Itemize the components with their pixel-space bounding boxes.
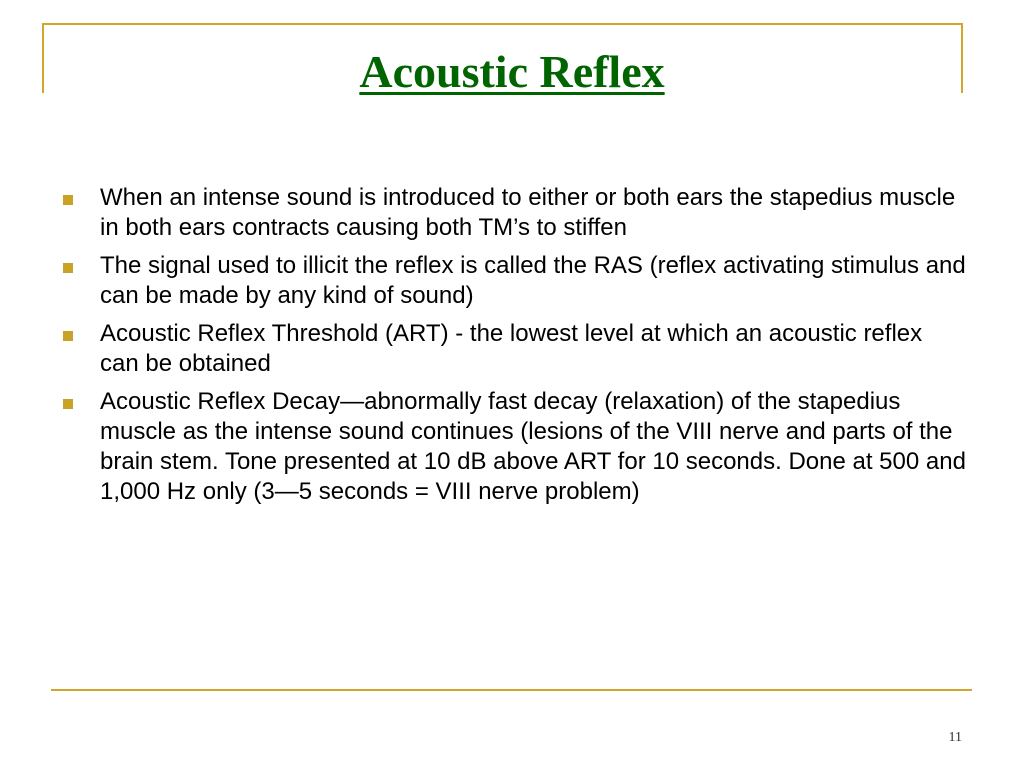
page-number: 11	[948, 730, 962, 745]
bullet-item	[62, 319, 967, 379]
bullet-text: When an intense sound is introduced to either or both ears the stapedius muscle in both ears contracts causing both TM’s to stiffen	[100, 184, 956, 241]
square-bullet-icon	[63, 399, 73, 409]
bullet-item	[62, 251, 967, 311]
bullet-list	[62, 183, 967, 515]
square-bullet-icon	[63, 195, 73, 205]
bullet-text: Acoustic Reflex Decay—abnormally fast decay (relaxation) of the stapedius muscle as the intense sound continues (lesions of the VIII nerve and parts of the brain stem. Tone presented at 10 dB above ART for 10 seconds. Done at 500 and 1,000 Hz only (3—5 seconds = VIII nerve problem)	[100, 388, 966, 505]
bottom-divider	[51, 689, 972, 691]
square-bullet-icon	[63, 263, 73, 273]
bullet-item	[62, 183, 967, 243]
slide-title: Acoustic Reflex	[359, 46, 665, 97]
top-frame-line	[42, 23, 963, 25]
bullet-item	[62, 387, 967, 507]
square-bullet-icon	[63, 331, 73, 341]
bullet-text: The signal used to illicit the reflex is called the RAS (reflex activating stimulus and can be made by any kind of sound)	[100, 252, 966, 309]
bullet-text: Acoustic Reflex Threshold (ART) - the lowest level at which an acoustic reflex can be obtained	[100, 320, 923, 377]
